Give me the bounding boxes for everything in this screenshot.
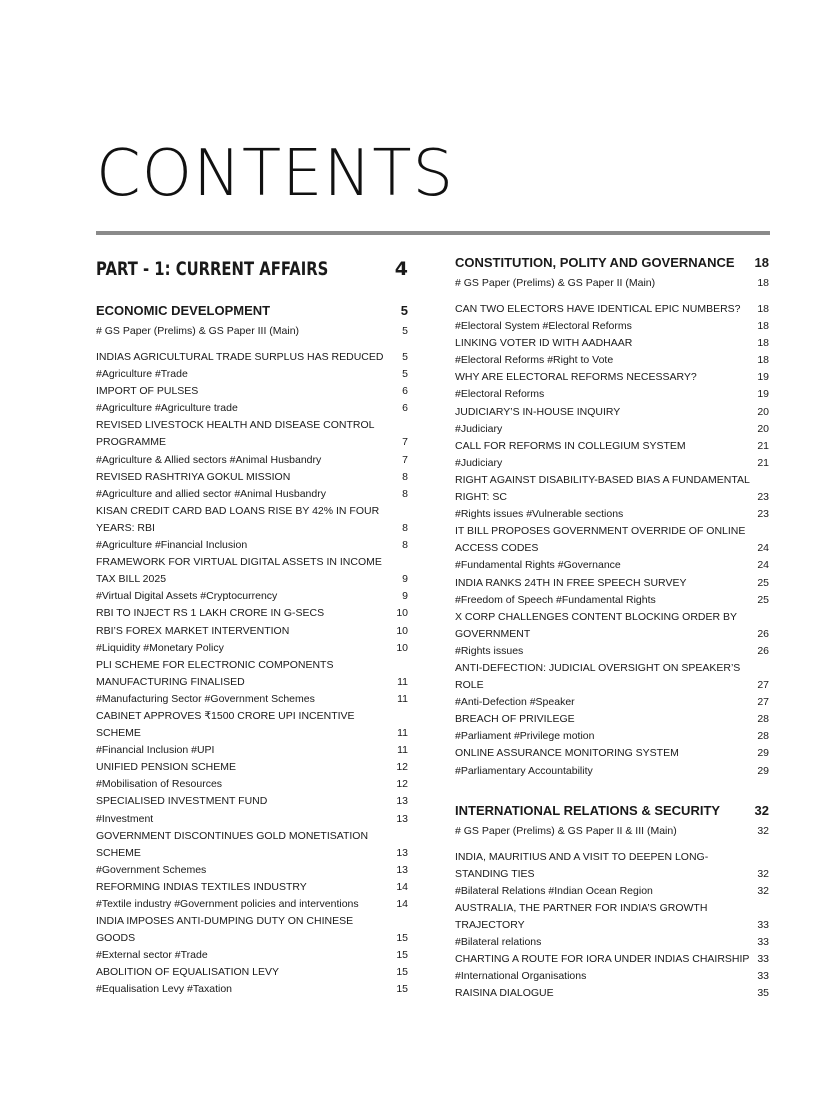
toc-tag-row[interactable] xyxy=(455,763,769,780)
toc-entry-title: IT BILL PROPOSES GOVERNMENT OVERRIDE OF ONLINE ACCESS CODES xyxy=(455,525,746,555)
toc-entry-title: INDIA IMPOSES ANTI-DUMPING DUTY ON CHINESE GOODS xyxy=(96,915,354,945)
toc-entry-page: 14 xyxy=(396,880,408,893)
toc-entry-title: UNIFIED PENSION SCHEME xyxy=(96,761,237,774)
toc-entry[interactable] xyxy=(455,301,769,318)
toc-tag-row[interactable] xyxy=(455,506,769,523)
toc-entry-page: 18 xyxy=(757,320,769,333)
toc-entry-page: 33 xyxy=(757,970,769,983)
toc-entry-title: #Freedom of Speech #Fundamental Rights xyxy=(455,593,656,606)
toc-entry-page: 27 xyxy=(757,696,769,709)
toc-entry[interactable] xyxy=(455,660,769,694)
toc-entry-title: #Parliament #Privilege motion xyxy=(455,730,595,743)
toc-entry[interactable] xyxy=(96,554,408,588)
toc-tag-row[interactable] xyxy=(96,486,408,503)
toc-entry-page: 25 xyxy=(757,576,769,589)
toc-entry[interactable] xyxy=(96,879,408,896)
left-column xyxy=(96,250,408,999)
toc-entry-page: 28 xyxy=(757,713,769,726)
toc-entry-title: #Investment xyxy=(96,812,154,825)
toc-entry-page: 8 xyxy=(402,470,408,483)
toc-tag-row[interactable] xyxy=(96,981,408,998)
toc-entry-title: WHY ARE ELECTORAL REFORMS NECESSARY? xyxy=(455,371,697,384)
toc-entry-page: 10 xyxy=(396,607,408,620)
toc-entry-page: 7 xyxy=(402,436,408,449)
toc-tag-row[interactable] xyxy=(455,728,769,745)
toc-entry-title: REFORMING INDIAS TEXTILES INDUSTRY xyxy=(96,880,307,893)
toc-tag-row[interactable] xyxy=(455,694,769,711)
toc-entry-title: IMPORT OF PULSES xyxy=(96,385,199,398)
toc-entry[interactable] xyxy=(96,708,408,742)
toc-entry-page: 15 xyxy=(396,949,408,962)
section-heading-page: 32 xyxy=(754,802,769,818)
toc-entry[interactable] xyxy=(455,523,769,557)
toc-entry-title: #Judiciary xyxy=(455,456,503,469)
toc-entry-page: 32 xyxy=(757,867,769,880)
toc-entry[interactable] xyxy=(455,404,769,421)
toc-entry-page: 11 xyxy=(397,744,408,757)
toc-tag-row[interactable] xyxy=(96,691,408,708)
toc-entry-page: 7 xyxy=(402,453,408,466)
toc-entry-page: 11 xyxy=(397,727,408,740)
toc-entry[interactable] xyxy=(455,472,769,506)
right-column xyxy=(455,250,769,1002)
toc-entry-page: 15 xyxy=(396,932,408,945)
toc-entry-title: #Manufacturing Sector #Government Schemes xyxy=(96,692,315,705)
toc-entry-page: 12 xyxy=(396,761,408,774)
toc-entry-title: #Financial Inclusion #UPI xyxy=(96,744,215,757)
toc-entry-page: 13 xyxy=(396,795,408,808)
toc-entry-page: 5 xyxy=(402,351,408,363)
toc-entry-title: #Bilateral relations xyxy=(455,936,542,949)
toc-tag-row[interactable] xyxy=(455,968,769,985)
toc-entry-page: 18 xyxy=(757,337,769,350)
toc-entry-page: 11 xyxy=(397,675,408,688)
toc-entry-page: 15 xyxy=(396,966,408,979)
toc-entry[interactable] xyxy=(455,951,769,968)
toc-tag-row[interactable] xyxy=(96,862,408,879)
toc-tag-row[interactable] xyxy=(455,386,769,403)
toc-entry-title: CAN TWO ELECTORS HAVE IDENTICAL EPIC NUMBERS? xyxy=(455,303,741,315)
toc-tag-row[interactable] xyxy=(455,352,769,369)
toc-entry[interactable] xyxy=(455,438,769,455)
toc-entry-title: X CORP CHALLENGES CONTENT BLOCKING ORDER BY GOVERNMENT xyxy=(455,610,737,640)
toc-entry-page: 8 xyxy=(402,487,408,500)
toc-entry[interactable] xyxy=(96,417,408,451)
toc-entry-page: 24 xyxy=(757,559,769,572)
toc-section-economic-development xyxy=(96,302,408,999)
part-title: PART - 1: CURRENT AFFAIRS xyxy=(96,258,329,280)
toc-entry-title: #Equalisation Levy #Taxation xyxy=(96,983,233,996)
toc-entry-page: 33 xyxy=(757,936,769,949)
section-subheading-page: 32 xyxy=(757,824,769,837)
toc-tag-row[interactable] xyxy=(96,537,408,554)
section-subheading-text: # GS Paper (Prelims) & GS Paper II (Main) xyxy=(455,277,656,289)
toc-entry-title: #Rights issues #Vulnerable sections xyxy=(455,508,624,521)
toc-entry-title: CALL FOR REFORMS IN COLLEGIUM SYSTEM xyxy=(455,439,686,452)
toc-entry-title: RIGHT AGAINST DISABILITY-BASED BIAS A FUNDAMENTAL RIGHT: SC xyxy=(455,473,750,504)
toc-entry-title: ONLINE ASSURANCE MONITORING SYSTEM xyxy=(455,747,679,760)
toc-entry-title: GOVERNMENT DISCONTINUES GOLD MONETISATION SCHEME xyxy=(96,829,369,859)
toc-entry-title: #Agriculture #Trade xyxy=(96,368,188,381)
toc-section-constitution-polity-and-governance xyxy=(455,254,769,780)
toc-entry-page: 19 xyxy=(757,371,769,384)
toc-tag-row[interactable] xyxy=(455,455,769,472)
toc-entry-page: 26 xyxy=(757,644,769,657)
toc-entry-page: 33 xyxy=(757,919,769,931)
toc-entry-title: AUSTRALIA, THE PARTNER FOR INDIA’S GROWTH TRAJECTORY xyxy=(455,901,708,931)
toc-entry-page: 25 xyxy=(757,593,769,606)
section-subheading-page: 18 xyxy=(757,277,769,289)
toc-entry-title: #International Organisations xyxy=(455,970,587,983)
toc-entry-title: #Bilateral Relations #Indian Ocean Region xyxy=(455,884,653,897)
toc-entry-page: 9 xyxy=(402,590,408,603)
section-heading[interactable] xyxy=(455,254,769,272)
section-heading[interactable] xyxy=(96,302,408,320)
toc-tag-row[interactable] xyxy=(96,640,408,657)
toc-entry-page: 6 xyxy=(402,385,408,398)
toc-entry-page: 11 xyxy=(397,692,408,705)
toc-entry-title: #Electoral System #Electoral Reforms xyxy=(455,320,632,333)
toc-entry-title: #Electoral Reforms xyxy=(455,388,545,401)
toc-entry-title: #Government Schemes xyxy=(96,863,207,876)
title-divider xyxy=(96,231,770,235)
toc-entry-title: RBI’S FOREX MARKET INTERVENTION xyxy=(96,624,290,637)
toc-tag-row[interactable] xyxy=(455,557,769,574)
part-page-number: 4 xyxy=(394,258,408,280)
toc-entry-page: 8 xyxy=(402,539,408,552)
toc-entry-title: #Virtual Digital Assets #Cryptocurrency xyxy=(96,590,278,603)
section-heading-page: 5 xyxy=(400,303,408,318)
toc-tag-row[interactable] xyxy=(455,883,769,900)
toc-entry-page: 24 xyxy=(757,542,769,555)
toc-entry-title: #Anti-Defection #Speaker xyxy=(455,696,575,709)
toc-entry[interactable] xyxy=(455,849,769,883)
toc-entry-title: KISAN CREDIT CARD BAD LOANS RISE BY 42% IN FOUR YEARS: RBI xyxy=(96,504,380,534)
section-subheading-text: # GS Paper (Prelims) & GS Paper III (Main) xyxy=(96,325,300,337)
section-subheading-text: # GS Paper (Prelims) & GS Paper II & III (Main) xyxy=(455,824,677,837)
toc-entry-title: SPECIALISED INVESTMENT FUND xyxy=(96,795,268,808)
toc-entry-page: 10 xyxy=(396,624,408,637)
toc-entry[interactable] xyxy=(455,745,769,762)
toc-entry-page: 19 xyxy=(757,388,769,401)
toc-entry-page: 23 xyxy=(757,508,769,521)
toc-entry-title: RBI TO INJECT RS 1 LAKH CRORE IN G-SECS xyxy=(96,607,325,620)
toc-entry-title: #Liquidity #Monetary Policy xyxy=(96,641,224,654)
section-heading-title: INTERNATIONAL RELATIONS & SECURITY xyxy=(455,802,721,818)
toc-entry-page: 26 xyxy=(757,627,769,640)
section-subheading xyxy=(455,275,769,292)
section-heading-title: ECONOMIC DEVELOPMENT xyxy=(96,303,271,318)
toc-entry-page: 21 xyxy=(757,456,769,469)
toc-entry[interactable] xyxy=(455,900,769,934)
toc-entry-title: #Agriculture and allied sector #Animal Husbandry xyxy=(96,487,326,500)
toc-entry-page: 10 xyxy=(396,641,408,654)
toc-entry-page: 13 xyxy=(396,846,408,859)
toc-entry[interactable] xyxy=(455,985,769,1002)
toc-tag-row[interactable] xyxy=(455,421,769,438)
toc-entry-title: #Agriculture & Allied sectors #Animal Husbandry xyxy=(96,453,322,466)
toc-tag-row[interactable] xyxy=(455,643,769,660)
toc-entry[interactable] xyxy=(455,609,769,643)
toc-entry[interactable] xyxy=(96,793,408,810)
toc-entry-title: ANTI-DEFECTION: JUDICIAL OVERSIGHT ON SPEAKER’S ROLE xyxy=(455,661,741,692)
toc-tag-row[interactable] xyxy=(96,947,408,964)
toc-entry-page: 29 xyxy=(757,764,769,777)
section-heading-title: CONSTITUTION, POLITY AND GOVERNANCE xyxy=(455,255,735,270)
toc-entry-title: INDIAS AGRICULTURAL TRADE SURPLUS HAS REDUCED xyxy=(96,351,384,363)
toc-entry-title: #Parliamentary Accountability xyxy=(455,764,593,777)
part-heading[interactable] xyxy=(96,258,408,280)
toc-entry-title: #Agriculture #Financial Inclusion xyxy=(96,539,248,552)
toc-entry-page: 20 xyxy=(757,405,769,418)
toc-entry-page: 35 xyxy=(757,987,769,1000)
toc-entry[interactable] xyxy=(455,369,769,386)
section-subheading xyxy=(96,323,408,340)
toc-entry-page: 9 xyxy=(402,573,408,586)
toc-entry-page: 13 xyxy=(396,812,408,825)
toc-entry-page: 5 xyxy=(402,368,408,381)
toc-entry-title: #External sector #Trade xyxy=(96,949,208,962)
toc-entry-title: INDIA, MAURITIUS AND A VISIT TO DEEPEN LONG-STANDING TIES xyxy=(455,850,709,880)
toc-entry-title: #Fundamental Rights #Governance xyxy=(455,559,621,572)
toc-entry-page: 27 xyxy=(757,679,769,692)
toc-entry-title: #Rights issues xyxy=(455,644,524,657)
toc-entry[interactable] xyxy=(96,605,408,622)
toc-entry-title: PLI SCHEME FOR ELECTRONIC COMPONENTS MANUFACTURING FINALISED xyxy=(96,658,334,688)
toc-tag-row[interactable] xyxy=(96,452,408,469)
toc-entry[interactable] xyxy=(96,383,408,400)
toc-entry-page: 23 xyxy=(757,491,769,504)
toc-entry-page: 15 xyxy=(396,983,408,996)
toc-entry-page: 28 xyxy=(757,730,769,743)
toc-entry-page: 12 xyxy=(396,778,408,791)
toc-entry[interactable] xyxy=(96,828,408,862)
section-heading-page: 18 xyxy=(754,255,769,270)
toc-entry-title: ABOLITION OF EQUALISATION LEVY xyxy=(96,966,280,979)
toc-tag-row[interactable] xyxy=(96,742,408,759)
toc-entry-title: #Agriculture #Agriculture trade xyxy=(96,402,238,415)
toc-tag-row[interactable] xyxy=(96,366,408,383)
toc-entry-page: 18 xyxy=(757,354,769,367)
toc-entry[interactable] xyxy=(96,349,408,366)
toc-entry-page: 6 xyxy=(402,402,408,415)
toc-entry-page: 13 xyxy=(396,863,408,876)
toc-entry[interactable] xyxy=(96,623,408,640)
toc-tag-row[interactable] xyxy=(96,776,408,793)
toc-entry[interactable] xyxy=(455,711,769,728)
toc-entry[interactable] xyxy=(96,657,408,691)
toc-entry-title: BREACH OF PRIVILEGE xyxy=(455,713,575,726)
toc-entry-page: 18 xyxy=(757,303,769,315)
toc-entry-title: RAISINA DIALOGUE xyxy=(455,987,554,1000)
toc-entry-title: LINKING VOTER ID WITH AADHAAR xyxy=(455,337,633,350)
toc-tag-row[interactable] xyxy=(455,592,769,609)
page-title: CONTENTS xyxy=(96,137,455,211)
toc-entry-title: #Textile industry #Government policies and interventions xyxy=(96,898,359,910)
toc-entry-title: REVISED LIVESTOCK HEALTH AND DISEASE CONTROL PROGRAMME xyxy=(96,419,375,449)
section-heading[interactable] xyxy=(455,802,769,820)
toc-section-international-relations-security xyxy=(455,802,769,1003)
toc-entry-title: #Mobilisation of Resources xyxy=(96,778,223,791)
toc-tag-row[interactable] xyxy=(455,934,769,951)
toc-entry-page: 32 xyxy=(757,884,769,897)
toc-entry-title: JUDICIARY’S IN-HOUSE INQUIRY xyxy=(455,405,621,418)
toc-entry-title: #Electoral Reforms #Right to Vote xyxy=(455,354,614,367)
toc-entry[interactable] xyxy=(96,913,408,947)
toc-entry-page: 20 xyxy=(757,422,769,435)
toc-entry[interactable] xyxy=(455,575,769,592)
toc-entry[interactable] xyxy=(96,964,408,981)
toc-tag-row[interactable] xyxy=(455,318,769,335)
toc-entry[interactable] xyxy=(455,335,769,352)
toc-entry-title: FRAMEWORK FOR VIRTUAL DIGITAL ASSETS IN INCOME TAX BILL 2025 xyxy=(96,556,382,586)
toc-tag-row[interactable] xyxy=(96,588,408,605)
section-subheading-page: 5 xyxy=(402,325,408,337)
toc-entry-title: #Judiciary xyxy=(455,422,503,435)
toc-entry-title: REVISED RASHTRIYA GOKUL MISSION xyxy=(96,470,291,483)
toc-tag-row[interactable] xyxy=(96,896,408,913)
toc-entry[interactable] xyxy=(96,469,408,486)
toc-entry-title: INDIA RANKS 24TH IN FREE SPEECH SURVEY xyxy=(455,576,687,589)
toc-entry-page: 29 xyxy=(757,747,769,760)
toc-entry[interactable] xyxy=(96,759,408,776)
toc-tag-row[interactable] xyxy=(96,400,408,417)
section-subheading xyxy=(455,823,769,840)
toc-entry[interactable] xyxy=(96,503,408,537)
toc-tag-row[interactable] xyxy=(96,811,408,828)
toc-entry-title: CHARTING A ROUTE FOR IORA UNDER INDIAS CHAIRSHIP xyxy=(455,953,750,966)
toc-entry-page: 8 xyxy=(402,521,408,534)
toc-entry-page: 14 xyxy=(396,898,408,910)
toc-entry-page: 21 xyxy=(757,439,769,452)
toc-entry-page: 33 xyxy=(757,953,769,966)
toc-entry-title: CABINET APPROVES ₹1500 CRORE UPI INCENTIVE SCHEME xyxy=(96,709,355,740)
